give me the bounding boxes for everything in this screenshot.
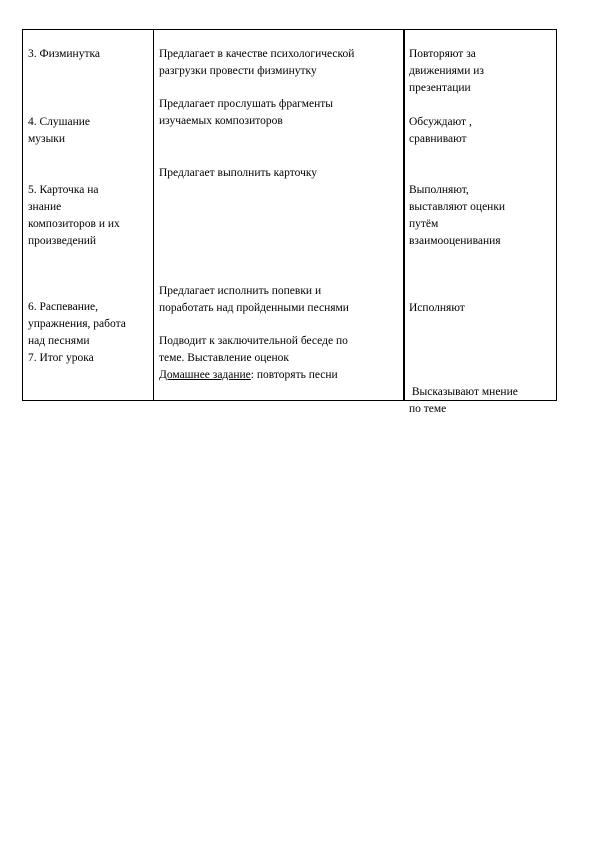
students-cell: Повторяют за движениями из презентации [409, 48, 484, 94]
stage-cell: 5. Карточка на знание композиторов и их произведений [28, 184, 120, 247]
stage-cell: 4. Слушание музыки [28, 116, 91, 145]
teacher-cell: Предлагает в качестве психологической разгрузки провести физминутку [159, 48, 355, 77]
lesson-table [22, 29, 557, 415]
students-cell: Исполняют [409, 302, 465, 314]
students-cell: Высказывают мнение по теме [409, 386, 518, 415]
students-cell: Обсуждают , сравнивают [409, 116, 472, 145]
teacher-cell: Подводит к заключительной беседе по теме. Выставление оценок Домашнее задание: повторять песни [159, 335, 348, 381]
students-cell: Выполняют, выставляют оценки путём взаимооценивания [409, 184, 506, 247]
stage-cell: 3. Физминутка [28, 48, 100, 60]
stage-cell: 7. Итог урока [28, 352, 94, 364]
column-divider-2 [403, 30, 405, 400]
column-divider-1 [153, 30, 154, 400]
teacher-cell: Предлагает исполнить попевки и поработать над пройденными песнями [159, 285, 349, 314]
teacher-cell: Предлагает выполнить карточку [159, 167, 318, 179]
homework-label: Домашнее задание [159, 369, 251, 381]
stage-cell: 6. Распевание, упражнения, работа над песнями [28, 301, 126, 347]
teacher-cell: Предлагает прослушать фрагменты изучаемых композиторов [159, 98, 334, 127]
homework-text: : повторять песни [250, 369, 338, 381]
